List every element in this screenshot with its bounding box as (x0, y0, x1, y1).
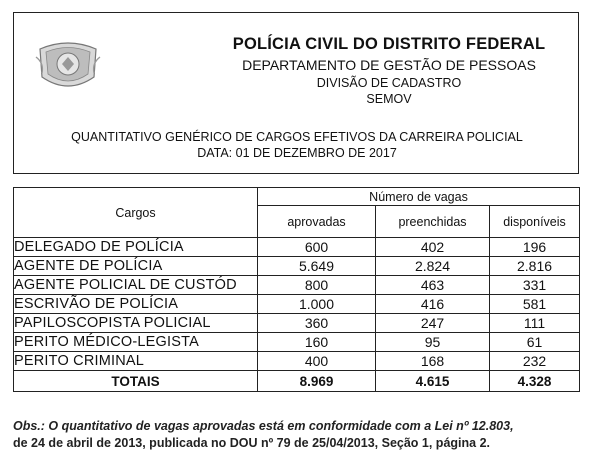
vacancies-table-wrap (13, 187, 580, 392)
disponiveis-cell: 196 (490, 238, 580, 257)
footnote-line-2: de 24 de abril de 2013, publicada no DOU nº 79 de 25/04/2013, Seção 1, página 2. (13, 436, 490, 450)
header-numero-de-vagas: Número de vagas (258, 188, 580, 206)
footnote (13, 418, 583, 452)
aprovadas-cell: 1.000 (258, 295, 376, 314)
table-row (14, 333, 580, 352)
vacancies-table (13, 187, 580, 392)
disponiveis-cell: 111 (490, 314, 580, 333)
header-cargos: Cargos (14, 188, 258, 238)
table-row (14, 295, 580, 314)
document-header (13, 12, 579, 174)
header-disponiveis: disponíveis (490, 206, 580, 238)
totals-disponiveis: 4.328 (490, 371, 580, 392)
totals-preenchidas: 4.615 (376, 371, 490, 392)
aprovadas-cell: 5.649 (258, 257, 376, 276)
header-aprovadas: aprovadas (258, 206, 376, 238)
cargo-cell: ESCRIVÃO DE POLÍCIA (14, 295, 258, 314)
report-date: DATA: 01 DE DEZEMBRO DE 2017 (197, 146, 397, 160)
footnote-line-1: Obs.: O quantitativo de vagas aprovadas está em conformidade com a Lei nº 12.803, (13, 419, 514, 433)
disponiveis-cell: 331 (490, 276, 580, 295)
cargo-cell: DELEGADO DE POLÍCIA (14, 238, 258, 257)
preenchidas-cell: 247 (376, 314, 490, 333)
preenchidas-cell: 416 (376, 295, 490, 314)
cargo-cell: AGENTE DE POLÍCIA (14, 257, 258, 276)
table-row (14, 314, 580, 333)
disponiveis-cell: 2.816 (490, 257, 580, 276)
preenchidas-cell: 463 (376, 276, 490, 295)
cargo-cell: PERITO CRIMINAL (14, 352, 258, 371)
aprovadas-cell: 600 (258, 238, 376, 257)
aprovadas-cell: 400 (258, 352, 376, 371)
division-name: DIVISÃO DE CADASTRO (316, 76, 462, 90)
header-preenchidas: preenchidas (376, 206, 490, 238)
aprovadas-cell: 800 (258, 276, 376, 295)
disponiveis-cell: 232 (490, 352, 580, 371)
org-title: POLÍCIA CIVIL DO DISTRITO FEDERAL (232, 35, 546, 53)
aprovadas-cell: 160 (258, 333, 376, 352)
table-row (14, 257, 580, 276)
disponiveis-cell: 61 (490, 333, 580, 352)
cargo-cell: PAPILOSCOPISTA POLICIAL (14, 314, 258, 333)
preenchidas-cell: 402 (376, 238, 490, 257)
disponiveis-cell: 581 (490, 295, 580, 314)
cargo-cell: AGENTE POLICIAL DE CUSTÓD (14, 276, 258, 295)
preenchidas-cell: 2.824 (376, 257, 490, 276)
aprovadas-cell: 360 (258, 314, 376, 333)
preenchidas-cell: 168 (376, 352, 490, 371)
table-row (14, 238, 580, 257)
totals-aprovadas: 8.969 (258, 371, 376, 392)
preenchidas-cell: 95 (376, 333, 490, 352)
cargo-cell: PERITO MÉDICO-LEGISTA (14, 333, 258, 352)
totals-row (14, 371, 580, 392)
report-title: QUANTITATIVO GENÉRICO DE CARGOS EFETIVOS DA CARREIRA POLICIAL (71, 130, 523, 144)
table-row (14, 276, 580, 295)
table-row (14, 352, 580, 371)
totals-label: TOTAIS (14, 371, 258, 392)
section-name: SEMOV (366, 92, 412, 106)
department-name: DEPARTAMENTO DE GESTÃO DE PESSOAS (242, 57, 536, 73)
